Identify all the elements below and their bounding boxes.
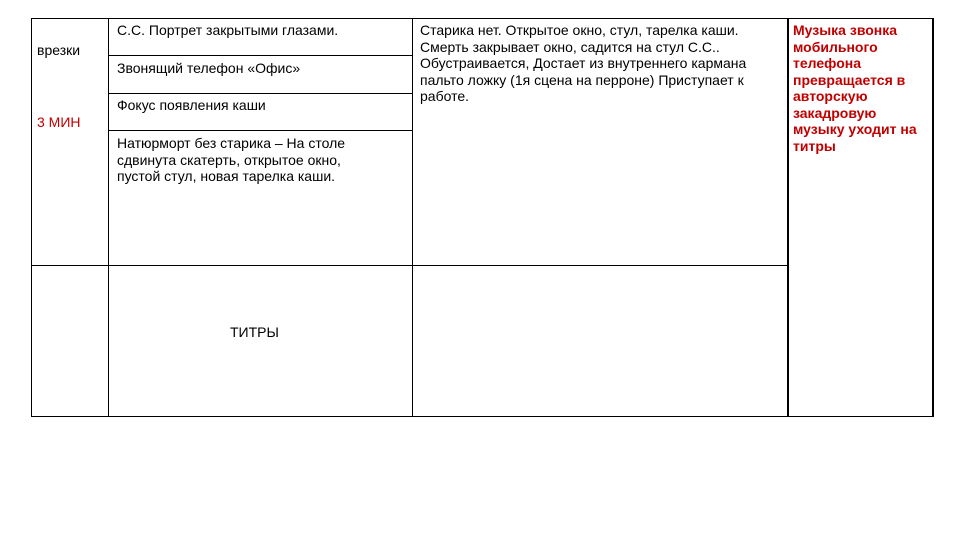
shot-divider-1 [108,55,412,56]
col-divider-2 [412,18,413,417]
music-note: Музыка звонка мобильного телефона превращается в авторскую закадровую музыку уходит на титры [793,22,917,154]
table-border-left [31,18,32,417]
row-divider [31,265,788,266]
col-divider-3 [787,18,789,417]
storyboard-table [31,18,934,417]
scene-description: Старика нет. Открытое окно, стул, тарелка каши. Смерть закрывает окно, садится на стул С.С.. Обустраивается, Достает из внутреннего кармана пальто ложку (1я сцена на перроне) Приступает к работе. [420,22,747,104]
table-border-bottom [31,416,934,417]
col-divider-1 [108,18,109,417]
duration-label: 3 МИН [37,114,81,130]
shot-divider-3 [108,130,412,131]
shot-divider-2 [108,93,412,94]
shot-3: Фокус появления каши [117,97,266,113]
shot-2: Звонящий телефон «Офис» [117,60,301,76]
insert-label: врезки [37,42,81,58]
shot-4: Натюрморт без старика – На столе сдвинута скатерть, открытое окно, пустой стул, новая тарелка каши. [117,135,346,184]
table-border-right [932,18,934,417]
table-border-top [31,18,934,19]
credits-label: ТИТРЫ [230,324,279,340]
shot-1: С.С. Портрет закрытыми глазами. [117,22,339,38]
